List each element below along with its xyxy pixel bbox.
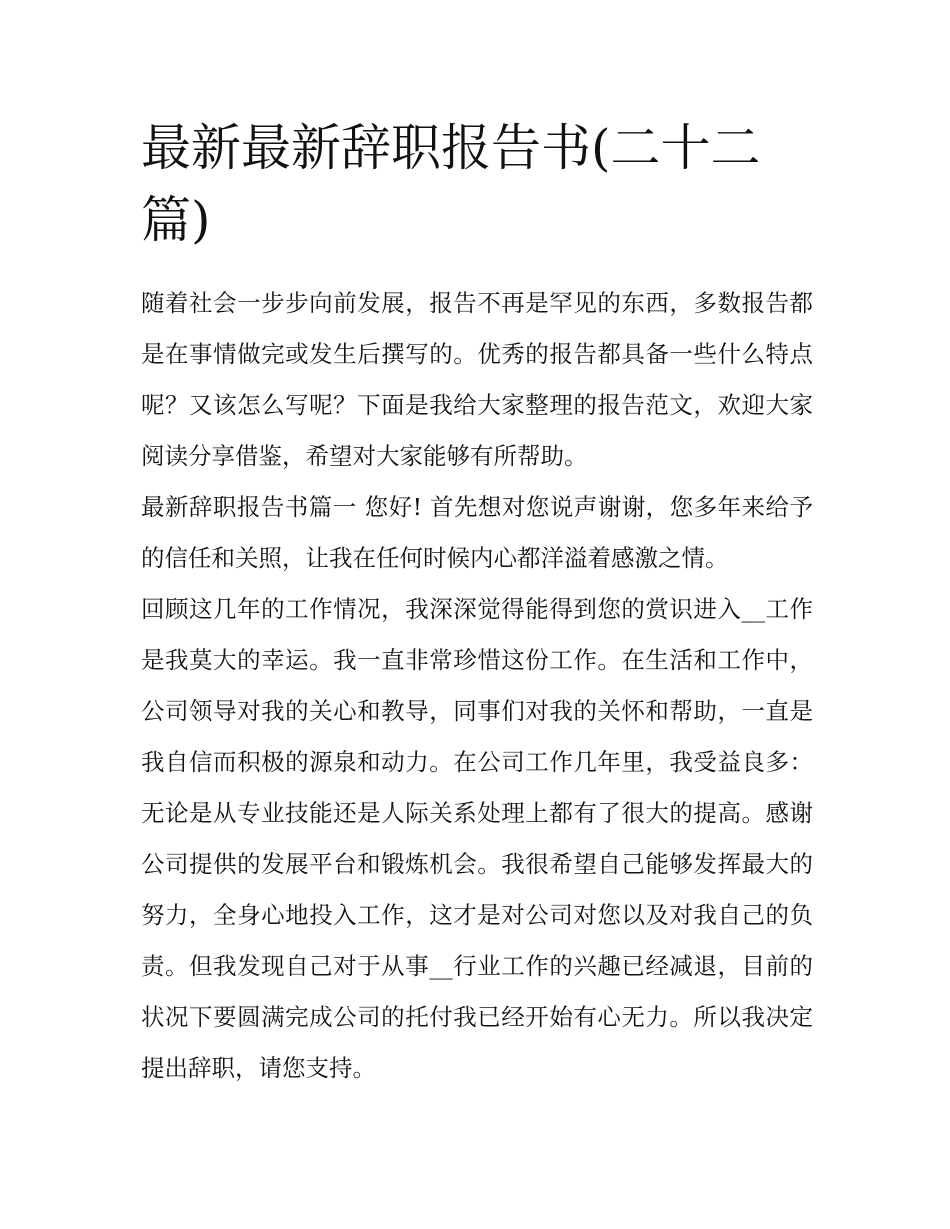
document-body xyxy=(141,112,813,1094)
resignation-body-paragraph: 回顾这几年的工作情况，我深深觉得能得到您的赏识进入__工作是我莫大的幸运。我一直非常珍惜这份工作。在生活和工作中，公司领导对我的关心和教导，同事们对我的关怀和帮助，一直是我自信而积极的源泉和动力。在公司工作几年里，我受益良多：无论是从专业技能还是人际关系处理上都有了很大的提高。感谢公司提供的发展平台和锻炼机会。我很希望自己能够发挥最大的努力，全身心地投入工作，这才是对公司对您以及对我自己的负责。但我发现自己对于从事__行业工作的兴趣已经减退，目前的状况下要圆满完成公司的托付我已经开始有心无力。所以我决定提出辞职，请您支持。 xyxy=(141,595,813,1082)
document-title: 最新最新辞职报告书(二十二篇) xyxy=(141,119,761,249)
resignation-greeting-paragraph: 最新辞职报告书篇一 您好! 首先想对您说声谢谢，您多年来给予的信任和关照，让我在任何时候内心都洋溢着感激之情。 xyxy=(141,493,813,572)
intro-paragraph: 随着社会一步步向前发展，报告不再是罕见的东西，多数报告都是在事情做完或发生后撰写的。优秀的报告都具备一些什么特点呢？又该怎么写呢？下面是我给大家整理的报告范文，欢迎大家阅读分享借鉴，希望对大家能够有所帮助。 xyxy=(141,289,813,470)
